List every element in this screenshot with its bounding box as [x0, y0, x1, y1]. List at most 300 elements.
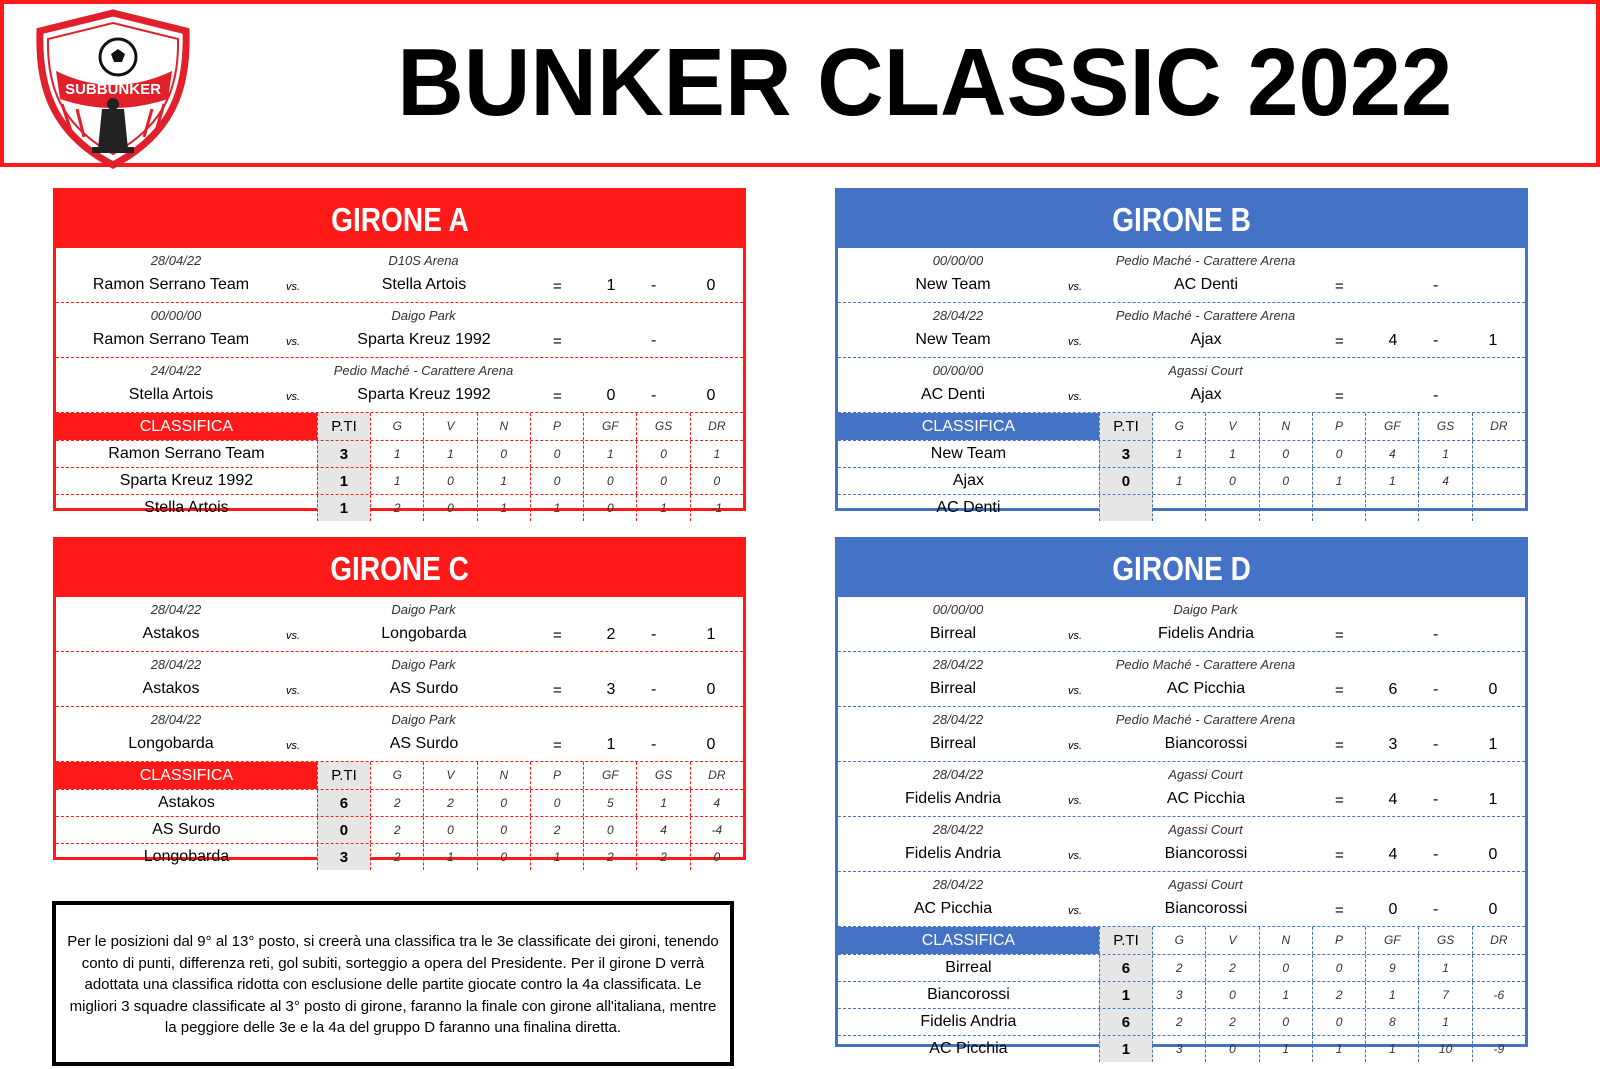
away-team: AC Denti — [1173, 276, 1239, 293]
home-team: Ramon Serrano Team — [92, 331, 250, 348]
match-venue: Agassi Court — [1168, 877, 1243, 892]
stat-n: 0 — [477, 844, 530, 870]
score-dash: - — [651, 736, 657, 753]
group-d-panel — [835, 537, 1528, 1058]
standings-row — [838, 1035, 1525, 1062]
match-venue: Pedio Maché - Carattere Arena — [1115, 308, 1296, 323]
stat-p: 0 — [1312, 441, 1365, 467]
home-team: Stella Artois — [128, 386, 214, 403]
team-name: Sparta Kreuz 1992 — [119, 472, 254, 489]
column-header-g: G — [370, 762, 423, 789]
equals-sign: = — [1335, 792, 1344, 809]
group-c-panel — [53, 537, 746, 866]
stat-v: 0 — [423, 495, 476, 521]
score-dash: - — [1433, 626, 1439, 643]
match-date: 28/04/22 — [150, 602, 202, 617]
standings-header — [838, 413, 1525, 440]
match-venue: Pedio Maché - Carattere Arena — [1115, 253, 1296, 268]
match-venue: Daigo Park — [391, 602, 456, 617]
match-venue: Daigo Park — [391, 712, 456, 727]
equals-sign: = — [553, 682, 562, 699]
stat-p: 0 — [530, 790, 583, 816]
stat-n: 1 — [477, 495, 530, 521]
home-score: 2 — [606, 626, 616, 643]
column-header-pti: P.TI — [317, 413, 370, 440]
stat-p: 1 — [530, 495, 583, 521]
team-name: Astakos — [157, 794, 215, 811]
stat-g: 2 — [370, 790, 423, 816]
stat-v: 2 — [1205, 955, 1258, 981]
match-venue: Agassi Court — [1168, 363, 1243, 378]
home-team: AC Picchia — [913, 900, 993, 917]
home-team: Birreal — [929, 625, 977, 642]
classifica-label: CLASSIFICA — [56, 762, 317, 789]
vs-label: vs. — [286, 336, 301, 348]
away-score: 0 — [706, 387, 716, 404]
match-row — [838, 872, 1525, 927]
away-score: 1 — [1488, 332, 1498, 349]
match-row — [838, 707, 1525, 762]
group-title-text: GIRONE B — [1112, 201, 1251, 238]
stat-gs: 4 — [636, 817, 689, 843]
standings-header — [56, 762, 743, 789]
away-team: Sparta Kreuz 1992 — [357, 386, 491, 403]
header — [0, 0, 1600, 167]
stat-gs: 4 — [1418, 468, 1471, 494]
match-date: 00/00/00 — [150, 308, 202, 323]
stat-pt: 3 — [317, 844, 370, 870]
group-a-panel — [53, 188, 746, 517]
column-header-gf: GF — [1365, 413, 1418, 440]
column-header-g: G — [1152, 927, 1205, 954]
stat-v: 2 — [423, 790, 476, 816]
stat-n: 0 — [477, 441, 530, 467]
column-header-pti: P.TI — [1099, 927, 1152, 954]
home-team: Astakos — [142, 680, 200, 697]
stat-v: 0 — [1205, 1036, 1258, 1062]
vs-label: vs. — [286, 685, 301, 697]
stat-g: 1 — [1152, 468, 1205, 494]
stat-n: 0 — [1259, 1009, 1312, 1035]
stat-p: 0 — [1312, 1009, 1365, 1035]
stat-dr: 1 — [690, 441, 743, 467]
away-team: Ajax — [1190, 331, 1222, 348]
match-venue: Agassi Court — [1168, 822, 1243, 837]
match-venue: Daigo Park — [1173, 602, 1238, 617]
score-dash: - — [1433, 736, 1439, 753]
stat-dr — [1472, 1009, 1525, 1035]
column-header-dr: DR — [690, 413, 743, 440]
stat-g: 2 — [370, 844, 423, 870]
stat-gs: 0 — [636, 468, 689, 494]
stat-g: 1 — [1152, 441, 1205, 467]
away-score: 0 — [706, 277, 716, 294]
match-date: 28/04/22 — [932, 308, 984, 323]
stat-p: 0 — [1312, 955, 1365, 981]
home-score: 6 — [1388, 681, 1398, 698]
stat-g: 2 — [1152, 955, 1205, 981]
group-title — [838, 540, 1525, 597]
score-dash: - — [1433, 332, 1439, 349]
stat-dr — [1472, 955, 1525, 981]
match-venue: Agassi Court — [1168, 767, 1243, 782]
stat-pt: 6 — [1099, 1009, 1152, 1035]
group-title-text: GIRONE D — [1112, 550, 1251, 587]
column-header-dr: DR — [1472, 927, 1525, 954]
stat-g: 3 — [1152, 982, 1205, 1008]
column-header-n: N — [1259, 413, 1312, 440]
stat-gf — [1365, 495, 1418, 521]
column-header-p: P — [1312, 413, 1365, 440]
column-header-pti: P.TI — [317, 762, 370, 789]
match-row — [56, 707, 743, 762]
stat-v: 1 — [423, 844, 476, 870]
column-header-gf: GF — [1365, 927, 1418, 954]
equals-sign: = — [1335, 278, 1344, 295]
stat-pt: 6 — [317, 790, 370, 816]
stat-dr: -1 — [690, 495, 743, 521]
column-header-gf: GF — [583, 762, 636, 789]
score-dash: - — [651, 332, 657, 349]
home-score: 3 — [606, 681, 616, 698]
vs-label: vs. — [1068, 336, 1083, 348]
home-score: 0 — [1388, 901, 1398, 918]
home-score: 4 — [1388, 846, 1398, 863]
stat-pt: 0 — [317, 817, 370, 843]
team-name: AS Surdo — [152, 821, 221, 838]
team-name: AC Picchia — [929, 1040, 1008, 1057]
team-name: AC Denti — [936, 499, 1001, 516]
stat-pt: 3 — [317, 441, 370, 467]
stat-gf: 1 — [1365, 468, 1418, 494]
home-team: New Team — [915, 276, 991, 293]
rules-note: Per le posizioni dal 9° al 13° posto, si creerà una classifica tra le 3e classificate dei gironi, tenendo conto di punti, differenza reti, gol subiti, sorteggio a opera del Presidente. Per il girone D verrà adottata una classifica ridotta con esclusione delle partite giocate contro la 4a classificata. Le migliori 3 squadre classificate al 3° posto di girone, faranno la finale con girone all'italiana, mentre la peggiore delle 3e e la 4a del gruppo D faranno una finalina diretta. — [52, 901, 734, 1066]
home-score: 4 — [1388, 332, 1398, 349]
score-dash: - — [651, 626, 657, 643]
column-header-dr: DR — [690, 762, 743, 789]
match-date: 00/00/00 — [932, 253, 984, 268]
team-name: Ramon Serrano Team — [108, 445, 265, 462]
stat-p — [1312, 495, 1365, 521]
match-row — [838, 762, 1525, 817]
stat-dr: -6 — [1472, 982, 1525, 1008]
away-team: Longobarda — [381, 625, 467, 642]
stat-g: 2 — [370, 495, 423, 521]
stat-v: 1 — [423, 441, 476, 467]
stat-g: 2 — [1152, 1009, 1205, 1035]
equals-sign: = — [553, 737, 562, 754]
home-score: 4 — [1388, 791, 1398, 808]
away-team: Sparta Kreuz 1992 — [357, 331, 491, 348]
match-date: 28/04/22 — [150, 657, 202, 672]
match-date: 28/04/22 — [150, 712, 202, 727]
score-dash: - — [1433, 277, 1439, 294]
match-row — [56, 248, 743, 303]
page-title: BUNKER CLASSIC 2022 — [397, 29, 1453, 136]
match-venue: Daigo Park — [391, 657, 456, 672]
standings-row — [56, 467, 743, 494]
home-team: Ramon Serrano Team — [92, 276, 250, 293]
standings-row — [56, 816, 743, 843]
away-team: Biancorossi — [1164, 900, 1248, 917]
home-team: Birreal — [929, 735, 977, 752]
equals-sign: = — [553, 278, 562, 295]
column-header-gf: GF — [583, 413, 636, 440]
stat-g: 3 — [1152, 1036, 1205, 1062]
column-header-p: P — [530, 762, 583, 789]
score-dash: - — [1433, 901, 1439, 918]
equals-sign: = — [1335, 847, 1344, 864]
vs-label: vs. — [286, 281, 301, 293]
stat-gs: 1 — [1418, 441, 1471, 467]
match-date: 00/00/00 — [932, 602, 984, 617]
stat-v: 0 — [423, 817, 476, 843]
away-score: 1 — [1488, 791, 1498, 808]
home-team: Fidelis Andria — [904, 790, 1002, 807]
score-dash: - — [1433, 791, 1439, 808]
home-score: 1 — [606, 736, 616, 753]
stat-p: 1 — [1312, 468, 1365, 494]
vs-label: vs. — [1068, 850, 1083, 862]
home-score: 3 — [1388, 736, 1398, 753]
stat-v: 2 — [1205, 1009, 1258, 1035]
equals-sign: = — [1335, 902, 1344, 919]
column-header-v: V — [423, 762, 476, 789]
group-title-text: GIRONE C — [330, 550, 469, 587]
stat-gs — [1418, 495, 1471, 521]
stat-dr: -4 — [690, 817, 743, 843]
score-dash: - — [1433, 387, 1439, 404]
away-score: 1 — [706, 626, 716, 643]
group-title-text: GIRONE A — [330, 201, 469, 238]
stat-n: 0 — [477, 817, 530, 843]
stat-n: 1 — [1259, 982, 1312, 1008]
away-score: 0 — [1488, 901, 1498, 918]
home-score: 1 — [606, 277, 616, 294]
match-venue: Pedio Maché - Carattere Arena — [333, 363, 514, 378]
score-dash: - — [1433, 846, 1439, 863]
standings-row — [56, 440, 743, 467]
equals-sign: = — [1335, 333, 1344, 350]
stat-v: 1 — [1205, 441, 1258, 467]
away-score: 0 — [1488, 846, 1498, 863]
match-row — [56, 652, 743, 707]
stat-n: 0 — [477, 790, 530, 816]
team-name: Longobarda — [143, 848, 230, 865]
standings-header — [56, 413, 743, 440]
stat-p: 0 — [530, 441, 583, 467]
equals-sign: = — [553, 333, 562, 350]
classifica-label: CLASSIFICA — [838, 927, 1099, 954]
match-venue: Pedio Maché - Carattere Arena — [1115, 712, 1296, 727]
stat-gf: 2 — [583, 844, 636, 870]
home-team: Fidelis Andria — [904, 845, 1002, 862]
equals-sign: = — [1335, 737, 1344, 754]
standings-row — [838, 954, 1525, 981]
column-header-gs: GS — [636, 762, 689, 789]
standings-row — [838, 467, 1525, 494]
group-title — [838, 191, 1525, 248]
group-title — [56, 540, 743, 597]
stat-gf: 1 — [1365, 1036, 1418, 1062]
stat-n — [1259, 495, 1312, 521]
stat-pt: 6 — [1099, 955, 1152, 981]
stat-gs: 2 — [636, 844, 689, 870]
match-date: 00/00/00 — [932, 363, 984, 378]
stat-p: 2 — [1312, 982, 1365, 1008]
equals-sign: = — [553, 388, 562, 405]
match-row — [56, 303, 743, 358]
match-venue: Daigo Park — [391, 308, 456, 323]
column-header-gs: GS — [1418, 413, 1471, 440]
stat-pt: 0 — [1099, 468, 1152, 494]
stat-v: 0 — [423, 468, 476, 494]
vs-label: vs. — [1068, 630, 1083, 642]
team-name: Fidelis Andria — [920, 1013, 1017, 1030]
stat-gf: 8 — [1365, 1009, 1418, 1035]
away-team: Stella Artois — [381, 276, 467, 293]
stat-p: 0 — [530, 468, 583, 494]
away-team: AC Picchia — [1166, 680, 1246, 697]
equals-sign: = — [1335, 682, 1344, 699]
vs-label: vs. — [1068, 281, 1083, 293]
match-date: 24/04/22 — [150, 363, 202, 378]
stat-pt — [1099, 495, 1152, 521]
away-team: AS Surdo — [389, 735, 459, 752]
stat-gs: 1 — [636, 495, 689, 521]
stat-v: 0 — [1205, 982, 1258, 1008]
score-dash: - — [1433, 681, 1439, 698]
match-venue: Pedio Maché - Carattere Arena — [1115, 657, 1296, 672]
stat-n: 0 — [1259, 468, 1312, 494]
column-header-v: V — [1205, 927, 1258, 954]
stat-gf: 0 — [583, 495, 636, 521]
away-team: Biancorossi — [1164, 845, 1248, 862]
match-row — [838, 248, 1525, 303]
stat-v — [1205, 495, 1258, 521]
team-name: Biancorossi — [927, 986, 1010, 1003]
standings-row — [56, 843, 743, 870]
stat-g: 2 — [370, 817, 423, 843]
stat-gf: 5 — [583, 790, 636, 816]
match-date: 28/04/22 — [932, 767, 984, 782]
column-header-n: N — [477, 762, 530, 789]
stat-gf: 0 — [583, 468, 636, 494]
team-name: Birreal — [945, 959, 992, 976]
team-name: New Team — [930, 445, 1007, 462]
column-header-v: V — [1205, 413, 1258, 440]
stat-dr: 0 — [690, 468, 743, 494]
stat-pt: 1 — [1099, 1036, 1152, 1062]
stat-gf: 4 — [1365, 441, 1418, 467]
away-team: Fidelis Andria — [1157, 625, 1255, 642]
classifica-label: CLASSIFICA — [838, 413, 1099, 440]
match-date: 28/04/22 — [932, 877, 984, 892]
vs-label: vs. — [1068, 685, 1083, 697]
vs-label: vs. — [1068, 740, 1083, 752]
score-dash: - — [651, 387, 657, 404]
stat-g: 1 — [370, 468, 423, 494]
column-header-g: G — [370, 413, 423, 440]
vs-label: vs. — [1068, 391, 1083, 403]
stat-n: 1 — [1259, 1036, 1312, 1062]
stat-g: 1 — [370, 441, 423, 467]
stat-pt: 1 — [317, 468, 370, 494]
home-team: Longobarda — [128, 735, 214, 752]
home-team: New Team — [915, 331, 991, 348]
equals-sign: = — [1335, 627, 1344, 644]
match-row — [56, 597, 743, 652]
standings-row — [838, 440, 1525, 467]
standings-row — [838, 1008, 1525, 1035]
stat-dr: 4 — [690, 790, 743, 816]
match-row — [838, 597, 1525, 652]
stat-p: 2 — [530, 817, 583, 843]
stat-gf: 9 — [1365, 955, 1418, 981]
home-team: Astakos — [142, 625, 200, 642]
stat-gf: 1 — [1365, 982, 1418, 1008]
match-date: 28/04/22 — [932, 822, 984, 837]
match-row — [838, 303, 1525, 358]
equals-sign: = — [1335, 388, 1344, 405]
away-team: Biancorossi — [1164, 735, 1248, 752]
vs-label: vs. — [1068, 905, 1083, 917]
standings-row — [56, 494, 743, 521]
stat-gf: 0 — [583, 817, 636, 843]
group-title — [56, 191, 743, 248]
stat-gs: 0 — [636, 441, 689, 467]
column-header-gs: GS — [1418, 927, 1471, 954]
away-team: AC Picchia — [1166, 790, 1246, 807]
vs-label: vs. — [286, 391, 301, 403]
away-score: 0 — [706, 681, 716, 698]
match-date: 28/04/22 — [932, 657, 984, 672]
stat-gs: 1 — [1418, 1009, 1471, 1035]
group-b-panel — [835, 188, 1528, 516]
stat-dr — [1472, 468, 1525, 494]
stat-pt: 1 — [317, 495, 370, 521]
home-score: 0 — [606, 387, 616, 404]
classifica-label: CLASSIFICA — [56, 413, 317, 440]
stat-n: 0 — [1259, 955, 1312, 981]
stat-g — [1152, 495, 1205, 521]
column-header-g: G — [1152, 413, 1205, 440]
match-venue: D10S Arena — [388, 253, 459, 268]
away-score: 1 — [1488, 736, 1498, 753]
match-row — [838, 817, 1525, 872]
team-name: Stella Artois — [144, 499, 229, 516]
stat-pt: 3 — [1099, 441, 1152, 467]
column-header-gs: GS — [636, 413, 689, 440]
svg-text:SUBBUNKER: SUBBUNKER — [65, 81, 161, 98]
away-score: 0 — [1488, 681, 1498, 698]
match-date: 28/04/22 — [932, 712, 984, 727]
vs-label: vs. — [1068, 795, 1083, 807]
stat-gs: 7 — [1418, 982, 1471, 1008]
vs-label: vs. — [286, 740, 301, 752]
column-header-v: V — [423, 413, 476, 440]
standings-row — [56, 789, 743, 816]
stat-gs: 10 — [1418, 1036, 1471, 1062]
stat-p: 1 — [1312, 1036, 1365, 1062]
home-team: AC Denti — [920, 386, 986, 403]
stat-n: 1 — [477, 468, 530, 494]
standings-row — [838, 494, 1525, 521]
column-header-n: N — [1259, 927, 1312, 954]
stat-dr — [1472, 441, 1525, 467]
score-dash: - — [651, 681, 657, 698]
column-header-n: N — [477, 413, 530, 440]
